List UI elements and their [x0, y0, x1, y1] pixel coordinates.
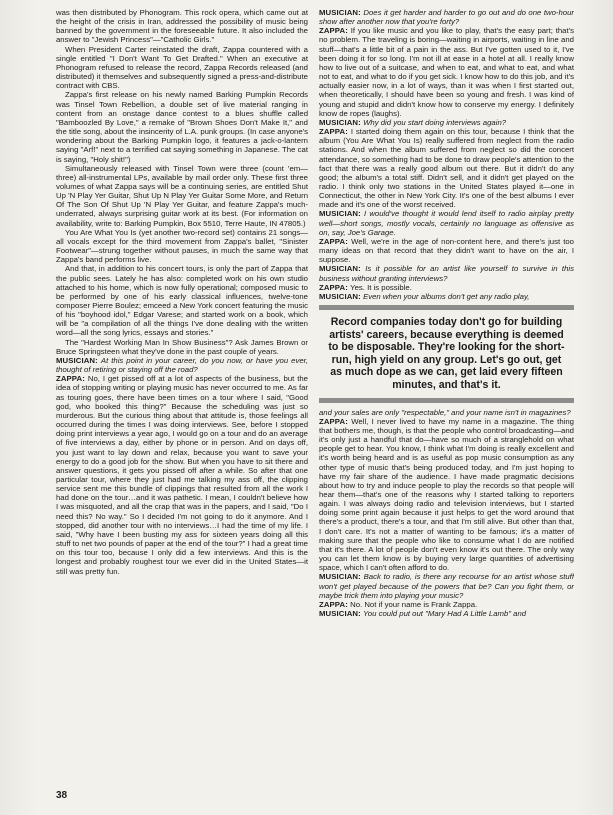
- speaker-label: MUSICIAN:: [319, 609, 364, 618]
- body-paragraph: When President Carter reinstated the draft, Zappa countered with a single entitled "I Don't Want To Get Drafted." When an executive at Phonogram refused to release the record, Zappa Records released (and distributed) it themselves and subsequently signed a press-and-distribute contract with CBS.: [56, 44, 308, 91]
- interview-paragraph: [56, 374, 308, 575]
- interview-paragraph: [56, 356, 308, 374]
- interview-paragraph: [319, 237, 574, 264]
- interview-paragraph: [319, 600, 574, 609]
- right-text-column: [319, 8, 574, 788]
- interview-paragraph: [319, 572, 574, 599]
- body-paragraph: Simultaneously released with Tinsel Town were three (count 'em—three) all-instrumental LPs, available by mail order only. These first three volumes of what Zappa says will be a continuing series, are entitled Shut Up 'N Play Yer Guitar, Shut Up N Play Yer Guitar Some More, and Return Of The Son Of Shut Up 'N Play Yer Guitar, and feature Zappa's much-underrated, always surprising guitar work at its best. (For information on availability, write to: Barking Pumpkin, Box 5510, Terre Haute, IN 47805.): [56, 163, 308, 228]
- interview-paragraph: [319, 292, 574, 301]
- speaker-label: MUSICIAN:: [56, 355, 101, 365]
- speaker-label: ZAPPA:: [56, 374, 88, 384]
- interview-paragraph: [319, 417, 574, 573]
- speaker-label: ZAPPA:: [319, 282, 351, 292]
- interview-paragraph: [319, 408, 574, 417]
- speaker-label: ZAPPA:: [319, 127, 351, 137]
- paragraph-text: I would've thought it would lend itself to radio airplay pretty well—short songs, mostly vocals, certainly no language as offensive as on, say, Joe's Garage.: [319, 209, 574, 237]
- right-column-bottom: [319, 408, 574, 619]
- pull-quote: Record companies today don't go for building artists' careers, because everything is deemed to be disposable. They're looking for the short-run, high yield on any group. Let's go out, get as much dope as we can, get laid every fifteen minutes, and that's it.: [319, 305, 574, 403]
- interview-paragraph: [319, 609, 574, 618]
- speaker-label: MUSICIAN:: [319, 117, 364, 127]
- paragraph-text: Well, I never lived to have my name in a magazine. The thing that bothers me, though, is that the people who control broadcasting—and it's only just a handful that do—have so much of a stranglehold on what people get to hear. You know, I think what I'm doing is really excellent and it's worth being heard and is as useful as pop music consumption as any other type of music that's being produced today, and I'm just hoping to have my fair share of the audience. I have made pragmatic decisions about how to try and induce people to play the records so that people will hear them—that's one of the reasons why I started talking to reporters again. I was always doing radio and television interviews, but I started doing some print again because it just helps to get the word around that there's a product, there's a tour, and that I'm still alive. But other than that, I don't care. It's not a matter of wanting to be famous; it's a matter of making sure that the people who like to consume what I do are notified that it's there. A lot of people don't even know it's out there. The only way you can let them know is by buying very large quantities of advertising space, which I can't often afford to do.: [319, 416, 574, 573]
- paragraph-text: If you like music and you like to play, that's the easy part; that's no problem. The traveling is boring—waiting in airports, waiting in line and stuff—that's a little bit of a pain in the ass. But I've gotten used to it, I've been doing it for so long. I'm not ill at ease in a hotel at all. I really know how to live out of a suitcase, and when to eat, and what to eat, and what not to eat, and what to do if you get sick. I know how to do this job, and it's actually easier now, in a lot of ways, than it was when I first started out, when theoretically, I should have been so young and fresh. I was kind of young and stupid and didn't know how to conserve my energy. I definitely know de ropes (laughs).: [319, 26, 574, 118]
- paragraph-text: Yes. It is possible.: [350, 282, 412, 292]
- paragraph-text: Back to radio, is there any recourse for an artist whose stuff won't get played because of the powers that be? Can you fight them, or maybe trick them into playing your music?: [319, 572, 574, 600]
- body-paragraph: You Are What You Is (yet another two-record set) contains 21 songs—all vocals except for the third movement from Zappa's ballet, "Sinister Footwear"—strung together without pauses, in much the same way that Zappa's band performs live.: [56, 227, 308, 265]
- paragraph-text: At this point in your career, do you now, or have you ever, thought of retiring or staying off the road?: [56, 355, 308, 375]
- paragraph-text: Why did you start doing interviews again?: [363, 117, 507, 127]
- interview-paragraph: [319, 283, 574, 292]
- speaker-label: MUSICIAN:: [319, 572, 364, 582]
- interview-paragraph: [319, 26, 574, 118]
- body-paragraph: The "Hardest Working Man In Show Business"? Ask James Brown or Bruce Springsteen what they've done in the past couple of years.: [56, 337, 308, 356]
- paragraph-text: Even when your albums don't get any radio play,: [363, 291, 530, 301]
- body-paragraph: Zappa's first release on his newly named Barking Pumpkin Records was Tinsel Town Rebellion, a double set of live material ranging in content from an onstage dance contest to a blues shuffle called "Bamboozled By Love," a remake of "Brown Shoes Don't Make It," and the title song, about the insincerity of L.A. punk groups. (In case anyone's wondering about the Barking Pumpkin logo, it features a jack-o-lantern saying "Arf!" next to a terrified cat saying something in Japanese. The cat is saying, "Holy shit!"): [56, 90, 308, 164]
- interview-paragraph: [319, 264, 574, 282]
- paragraph-text: No, I get pissed off at a lot of aspects of the business, but the idea of stopping writing or playing music has never occurred to me. As far as touring goes, there have been times on a tour where I said, "Good god, who booked this thing?" Because the scheduling was just so murderous. But the curious thing about that attitude is, those feelings all occurred during the times I was doing interviews. See, before I stopped doing print interviews a year ago, I would go on a tour and do an average of five interviews a day, either by phone or in person. And on days off, you just want to lay down and relax, because you want to save your energy to do a good job for the show. But when you have to sit there and answer questions, it gets you pissed off after a while. So after that one particular tour, where they just had me talking my ass off, the clipping service sent me this bundle of clippings that resulted from all the work I had done on the tour…and it was pathetic. I mean, I couldn't believe how I was misquoted, and all the crap that was in the papers, and I said, "Do I need this? No way." So I decided I'm not going to do it anymore. And I stopped, did another tour with no interviews…I had the time of my life. I said, "Why have I been busting my ass for sixteen years doing all this stuff to net two pounds of paper at the end of the tour?" I had a great time on this tour too, because I only did a few interviews. And this is the longest and probably roughest tour we ever did in the United States—it still was pretty fun.: [56, 374, 308, 576]
- paragraph-text: and your sales are only "respectable," and your name isn't in magazines?: [319, 407, 571, 417]
- page-number: 38: [56, 790, 68, 801]
- right-column-top: [319, 8, 574, 301]
- speaker-label: ZAPPA:: [319, 599, 351, 609]
- paragraph-text: Does it get harder and harder to go out and do one two-hour show after another now that you're forty?: [319, 8, 574, 27]
- paragraph-text: I started doing them again on this tour, because I think that the album (You Are What You Is) really suffered from neglect from the radio stations. And when the album suffered from neglect so did the concert attendance, so something had to be done to draw people's attention to the fact that there was a really good album out there. But it didn't do any good; the album's a total stiff. Didn't sell, and it didn't get played on the radio. I think only two stations in the United States played it—one in Connecticut, the other in New York City. It's one of the best albums I ever made and it's one of the worst received.: [319, 127, 574, 210]
- speaker-label: ZAPPA:: [319, 26, 351, 36]
- left-text-column: [56, 8, 308, 783]
- paragraph-text: Is it possible for an artist like yourself to survive in this business without granting interviews?: [319, 264, 574, 283]
- interview-paragraph: [319, 209, 574, 236]
- speaker-label: ZAPPA:: [319, 236, 352, 246]
- speaker-label: MUSICIAN:: [319, 209, 365, 219]
- interview-paragraph: [319, 127, 574, 209]
- paragraph-text: No. Not if your name is Frank Zappa.: [350, 599, 478, 609]
- paragraph-text: Well, we're in the age of non-content here, and there's just too many ideas on that record that they didn't want to have on the air, I suppose.: [319, 236, 574, 265]
- interview-paragraph: [319, 8, 574, 26]
- interview-paragraph: [319, 118, 574, 127]
- body-paragraph: was then distributed by Phonogram. This rock opera, which came out at the height of the crisis in Iran, addressed the possibility of music being banned by the government in the foreseeable future. It also included the answer to "Jewish Princess"—"Catholic Girls.": [56, 8, 308, 45]
- speaker-label: MUSICIAN:: [319, 264, 366, 274]
- speaker-label: MUSICIAN:: [319, 8, 364, 17]
- speaker-label: ZAPPA:: [319, 416, 352, 426]
- paragraph-text: You could put out "Mary Had A Little Lamb" and: [363, 609, 527, 618]
- speaker-label: MUSICIAN:: [319, 291, 364, 301]
- body-paragraph: And that, in addition to his concert tours, is only the part of Zappa that the public sees. Lately he has also: completed work on his own studio attached to his home, which is now fully operational; composed music to be performed by one of his early classical influences, twelve-tone composer Pierre Boulez; emceed a New York concert featuring the music of his "boyhood idol," Edgar Varese; and started work on a book, which will be "a compilation of all the things I've done dealing with the written word—all the song lyrics, essays and stories.": [56, 264, 308, 338]
